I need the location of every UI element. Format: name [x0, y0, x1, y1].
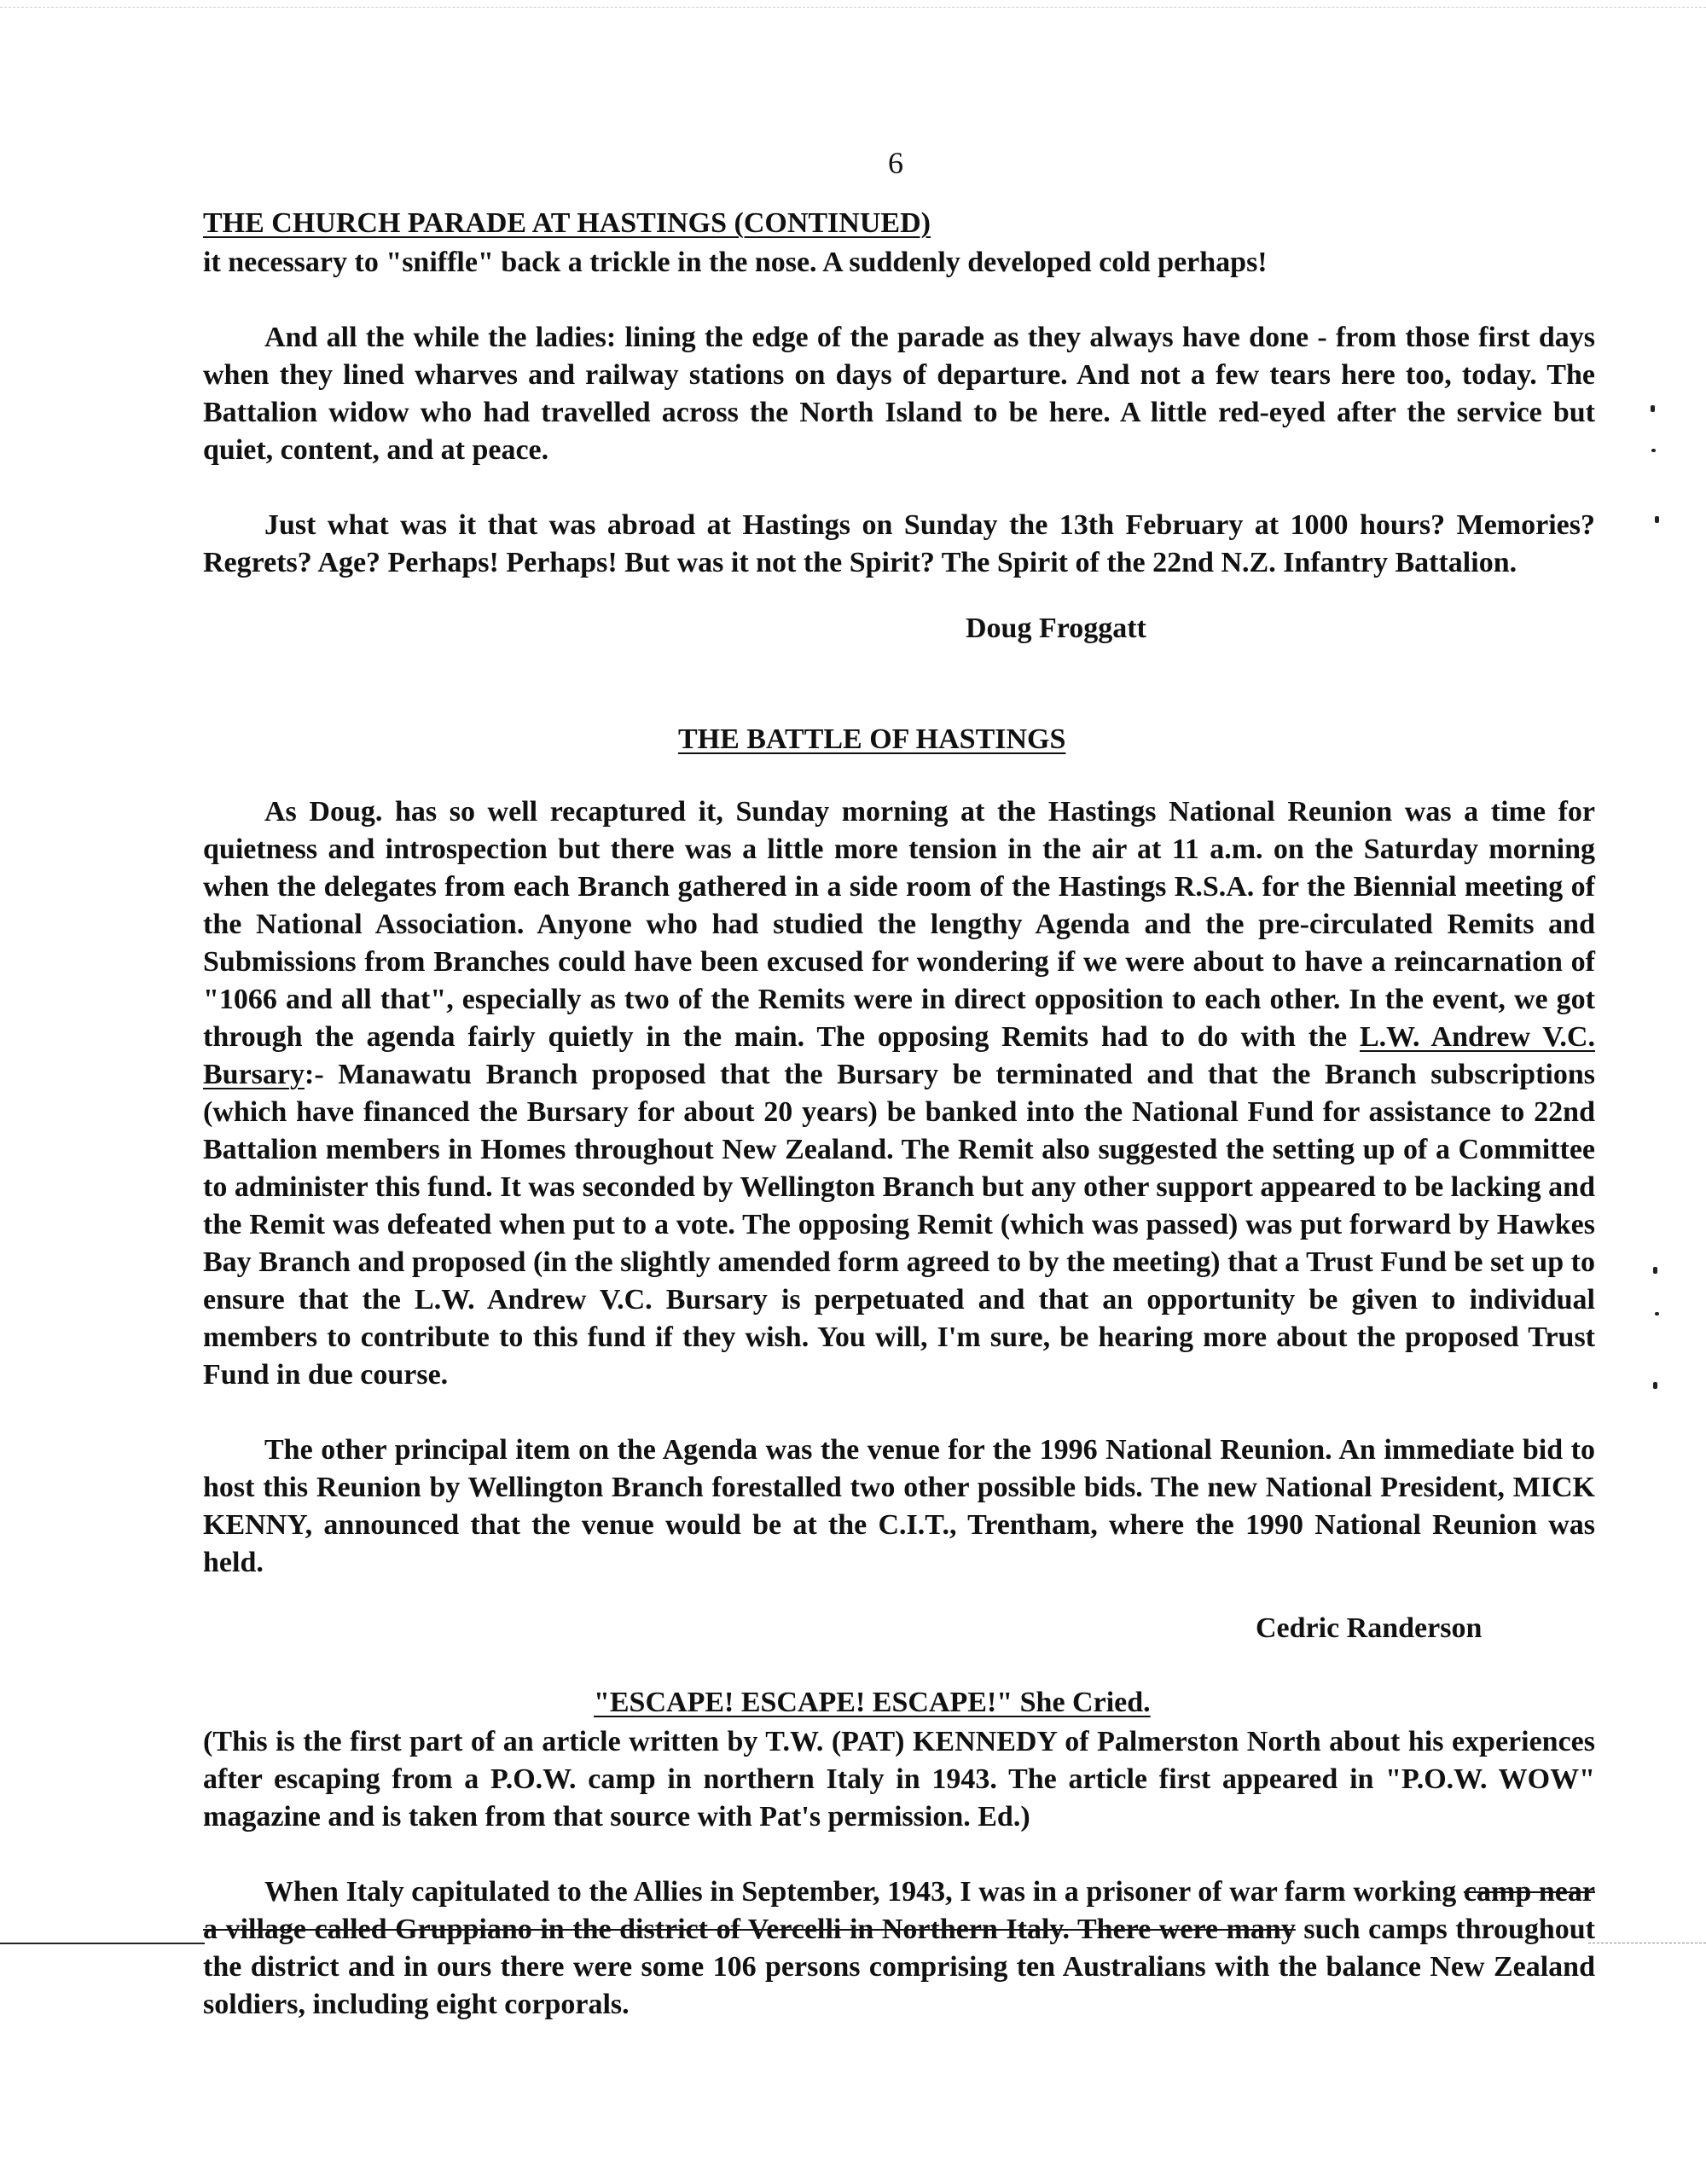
escape-intro: (This is the first part of an article written by T.W. (PAT) KENNEDY of Palmerston North about his experiences after escaping from a P.O.W. camp in northern Italy in 1943. The article first appeared in "P.O.W. WOW" magazine and is taken from that source with Pat's permission. Ed.) — [203, 1726, 1595, 1833]
margin-speck — [1653, 1267, 1657, 1274]
church-paragraph-2: Just what was it that was abroad at Hastings on Sunday the 13th February at 1000 hours? Memories? Regrets? Age? Perhaps! Perhaps! But was it not the Spirit? The Spirit of the 22nd N.Z. Infantry Battalion. — [203, 509, 1595, 578]
margin-speck — [1655, 1312, 1659, 1316]
escape-struck-line: camp near a village called Gruppiano in the district of Vercelli in Northern Italy. There were many — [203, 1876, 1595, 1945]
escape-heading: "ESCAPE! ESCAPE! ESCAPE!" She Cried. — [594, 1687, 1151, 1718]
battle-heading: THE BATTLE OF HASTINGS — [678, 723, 1066, 755]
battle-paragraph-1-start: As Doug. has so well recaptured it, Sunday morning at the Hastings National Reunion was a time for quietness and introspection but there was a little more tension in the air at 11 a.m. on the Saturday morning when the delegates from each Branch gathered in a side room of the Hastings R.S.A. for the Biennial meeting of the National Association. Anyone who had studied the lengthy Agenda and the pre-circulated Remits and Submissions from Branches could have been excused for wondering if we were about to have a reincarnation of "1066 and all that", especially as two of the Remits were in direct opposition to each other. In the event, we got through the agenda fairly quietly in the main. The opposing Remits had to do with the — [203, 796, 1595, 1053]
escape-line-1: When Italy capitulated to the Allies in September, 1943, I was in a prisoner of war farm working — [264, 1876, 1457, 1908]
battle-text — [203, 793, 1595, 1582]
scan-top-border — [0, 7, 1706, 8]
escape-paragraph-1 — [203, 1873, 1595, 2024]
church-parade-heading: THE CHURCH PARADE AT HASTINGS (CONTINUED) — [203, 207, 931, 239]
battle-paragraph-1-end: :- Manawatu Branch proposed that the Bursary be terminated and that the Branch subscriptions (which have financed the Bursary for about 20 years) be banked into the National Fund for assistance to 22nd Battalion members in Homes throughout New Zealand. The Remit also suggested the setting up of a Committee to administer this fund. It was seconded by Wellington Branch but any other support appeared to be lacking and the Remit was defeated when put to a vote. The opposing Remit (which was passed) was put forward by Hawkes Bay Branch and proposed (in the slightly amended form agreed to by the meeting) that a Trust Fund be set up to ensure that the L.W. Andrew V.C. Bursary is perpetuated and that an opportunity be given to individual members to contribute to this fund if they wish. You will, I'm sure, be hearing more about the proposed Trust Fund in due course. — [203, 1059, 1595, 1391]
escape-text — [203, 1723, 1595, 2024]
left-margin-rule — [0, 1943, 205, 1944]
battle-paragraph-2: The other principal item on the Agenda was the venue for the 1996 National Reunion. An immediate bid to host this Reunion by Wellington Branch forestalled two other possible bids. The new National President, MICK KENNY, announced that the venue would be at the C.I.T., Trentham, where the 1990 National Reunion was held. — [203, 1434, 1595, 1578]
church-paragraph-0: it necessary to "sniffle" back a trickle in the nose. A suddenly developed cold perhaps! — [203, 247, 1268, 278]
battle-paragraph-1 — [203, 793, 1595, 1394]
church-parade-text — [203, 244, 1595, 582]
margin-speck — [1651, 405, 1655, 412]
margin-speck — [1653, 1382, 1657, 1389]
margin-speck — [1651, 449, 1656, 452]
bursary-underlined: L.W. Andrew V.C. Bursary — [203, 1021, 1595, 1090]
escape-paragraph-1-rest: such camps throughout the district and in ours there were some 106 persons comprising ten Australians with the balance New Zealand soldiers, including eight corporals. — [203, 1914, 1596, 2020]
battle-author: Cedric Randerson — [1256, 1612, 1483, 1644]
page-number: 6 — [888, 146, 903, 180]
margin-speck — [1655, 516, 1659, 523]
church-author: Doug Froggatt — [966, 613, 1146, 644]
church-paragraph-1: And all the while the ladies: lining the edge of the parade as they always have done - from those first days when they lined wharves and railway stations on days of departure. And not a few tears here too, today. The Battalion widow who had travelled across the North Island to be here. A little red-eyed after the service but quiet, content, and at peace. — [203, 322, 1595, 466]
